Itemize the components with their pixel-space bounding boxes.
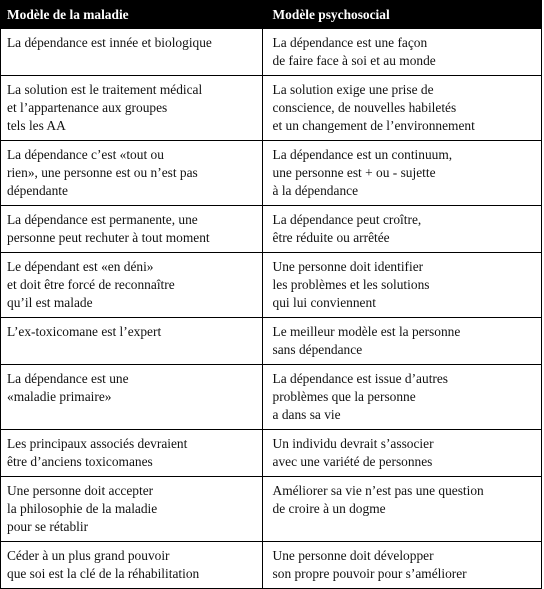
psychosocial-model-cell: La dépendance est un continuum, une personne est + ou - sujette à la dépendance bbox=[262, 141, 541, 206]
psychosocial-model-cell: Le meilleur modèle est la personne sans dépendance bbox=[262, 318, 541, 365]
psychosocial-model-cell: Une personne doit identifier les problèmes et les solutions qui lui conviennent bbox=[262, 253, 541, 318]
table-row bbox=[1, 253, 542, 318]
psychosocial-model-cell: La dépendance est issue d’autres problèmes que la personne a dans sa vie bbox=[262, 365, 541, 430]
disease-model-cell: La solution est le traitement médical et l’appartenance aux groupes tels les AA bbox=[1, 76, 263, 141]
disease-model-cell: Les principaux associés devraient être d’anciens toxicomanes bbox=[1, 430, 263, 477]
table-row bbox=[1, 206, 542, 253]
table-row bbox=[1, 141, 542, 206]
disease-model-cell: La dépendance est innée et biologique bbox=[1, 29, 263, 76]
table-row bbox=[1, 76, 542, 141]
header-disease-model: Modèle de la maladie bbox=[1, 1, 263, 29]
table-row bbox=[1, 318, 542, 365]
disease-model-cell: Une personne doit accepter la philosophie de la maladie pour se rétablir bbox=[1, 477, 263, 542]
table-row bbox=[1, 365, 542, 430]
table-row bbox=[1, 29, 542, 76]
psychosocial-model-cell: La solution exige une prise de conscience, de nouvelles habiletés et un changement de l’environnement bbox=[262, 76, 541, 141]
table-row bbox=[1, 430, 542, 477]
disease-model-cell: La dépendance c’est «tout ou rien», une personne est ou n’est pas dépendante bbox=[1, 141, 263, 206]
table-row bbox=[1, 477, 542, 542]
disease-model-cell: Céder à un plus grand pouvoir que soi est la clé de la réhabilitation bbox=[1, 542, 263, 589]
disease-model-cell: L’ex-toxicomane est l’expert bbox=[1, 318, 263, 365]
header-psychosocial-model: Modèle psychosocial bbox=[262, 1, 541, 29]
psychosocial-model-cell: La dépendance peut croître, être réduite ou arrêtée bbox=[262, 206, 541, 253]
disease-model-cell: La dépendance est une «maladie primaire» bbox=[1, 365, 263, 430]
header-row bbox=[1, 1, 542, 29]
table-row bbox=[1, 542, 542, 589]
psychosocial-model-cell: Un individu devrait s’associer avec une variété de personnes bbox=[262, 430, 541, 477]
psychosocial-model-cell: Une personne doit développer son propre pouvoir pour s’améliorer bbox=[262, 542, 541, 589]
psychosocial-model-cell: La dépendance est une façon de faire face à soi et au monde bbox=[262, 29, 541, 76]
disease-model-cell: La dépendance est permanente, une personne peut rechuter à tout moment bbox=[1, 206, 263, 253]
psychosocial-model-cell: Améliorer sa vie n’est pas une question de croire à un dogme bbox=[262, 477, 541, 542]
disease-model-cell: Le dépendant est «en déni» et doit être forcé de reconnaître qu’il est malade bbox=[1, 253, 263, 318]
